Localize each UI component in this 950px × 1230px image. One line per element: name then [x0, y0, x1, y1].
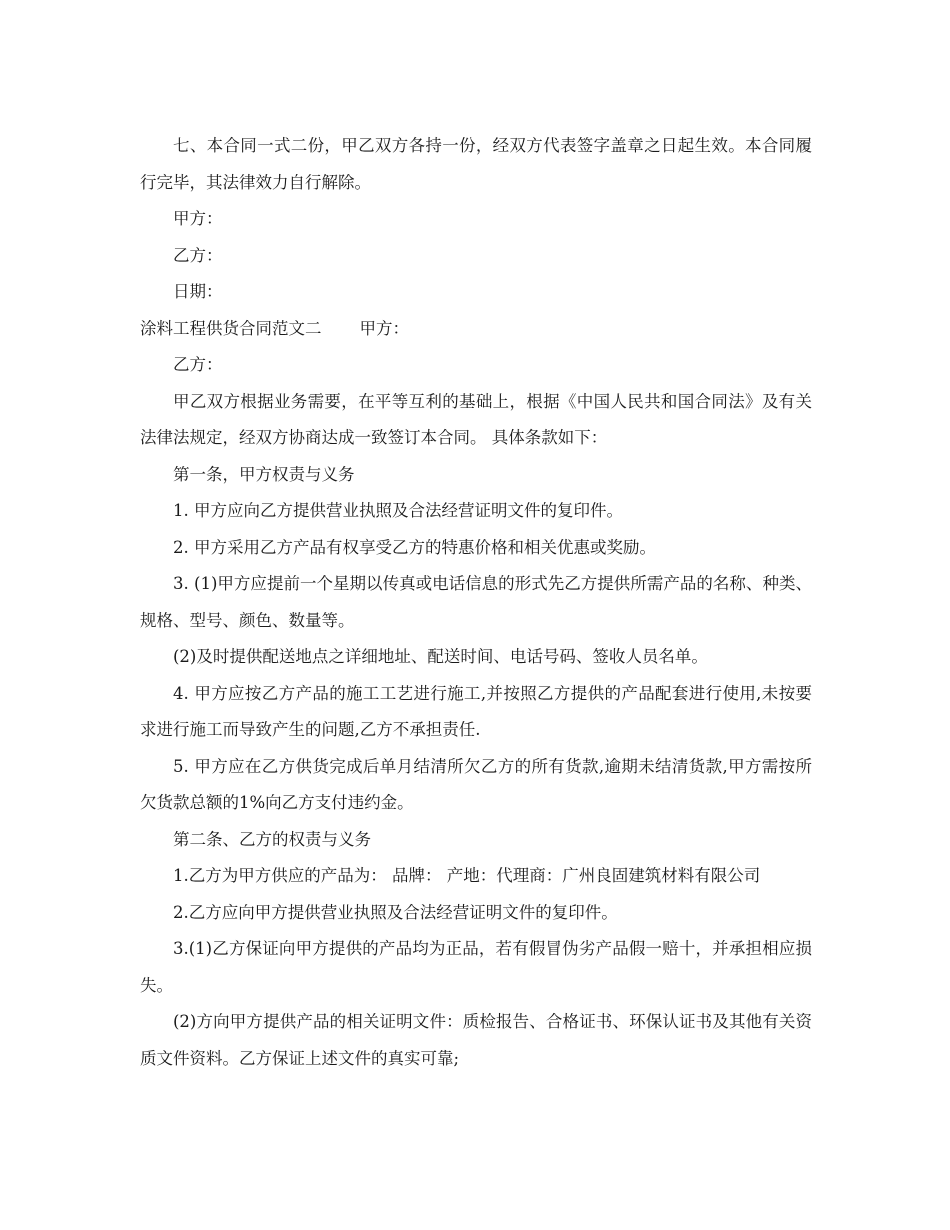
article-2-item-1: 1.乙方为甲方供应的产品为： 品牌： 产地：代理商：广州良固建筑材料有限公司 [173, 866, 761, 885]
contract-preamble: 甲乙双方根据业务需要，在平等互利的基础上，根据《中国人民共和国合同法》及有关法律法规定，经双方协商达成一致签订本合同。 具体条款如下： [140, 391, 812, 447]
contract-clause-7: 七、本合同一式二份，甲乙双方各持一份，经双方代表签字盖章之日起生效。本合同履行完毕，其法律效力自行解除。 [140, 136, 812, 192]
article-1-item-5: 5. 甲方应在乙方供货完成后单月结清所欠乙方的所有货款,逾期未结清货款,甲方需按所欠货款总额的1%向乙方支付违约金。 [140, 756, 812, 812]
contract-heading-line [140, 311, 812, 348]
party-b-signature-label: 乙方： [173, 245, 223, 265]
document-page [140, 128, 812, 1077]
article-1-item-2: 2. 甲方采用乙方产品有权享受乙方的特惠价格和相关优惠或奖励。 [173, 537, 656, 557]
party-a-signature-label: 甲方： [173, 209, 223, 228]
contract-title: 涂料工程供货合同范文二 [140, 318, 322, 338]
article-1-item-3-2: (2)及时提供配送地点之详细地址、配送时间、电话号码、签收人员名单。 [173, 647, 708, 666]
article-1-item-4: 4. 甲方应按乙方产品的施工工艺进行施工,并按照乙方提供的产品配套进行使用,未按要求进行施工而导致产生的问题,乙方不承担责任. [140, 683, 812, 739]
article-1-heading: 第一条，甲方权责与义务 [173, 464, 355, 484]
party-a-label: 甲方： [359, 318, 409, 338]
article-2-item-3-2: (2)方向甲方提供产品的相关证明文件：质检报告、合格证书、环保认证书及其他有关资质文件资料。乙方保证上述文件的真实可靠; [140, 1012, 812, 1068]
article-2-item-3-1: 3.(1)乙方保证向甲方提供的产品均为正品，若有假冒伪劣产品假一赔十，并承担相应损失。 [140, 939, 812, 995]
article-2-item-2: 2.乙方应向甲方提供营业执照及合法经营证明文件的复印件。 [173, 902, 618, 922]
date-label: 日期： [173, 282, 223, 301]
party-b-label: 乙方： [173, 355, 223, 374]
article-2-heading: 第二条、乙方的权责与义务 [173, 829, 371, 849]
article-1-item-1: 1. 甲方应向乙方提供营业执照及合法经营证明文件的复印件。 [173, 501, 623, 520]
article-1-item-3-1: 3. (1)甲方应提前一个星期以传真或电话信息的形式先乙方提供所需产品的名称、种类、规格、型号、颜色、数量等。 [140, 574, 812, 630]
